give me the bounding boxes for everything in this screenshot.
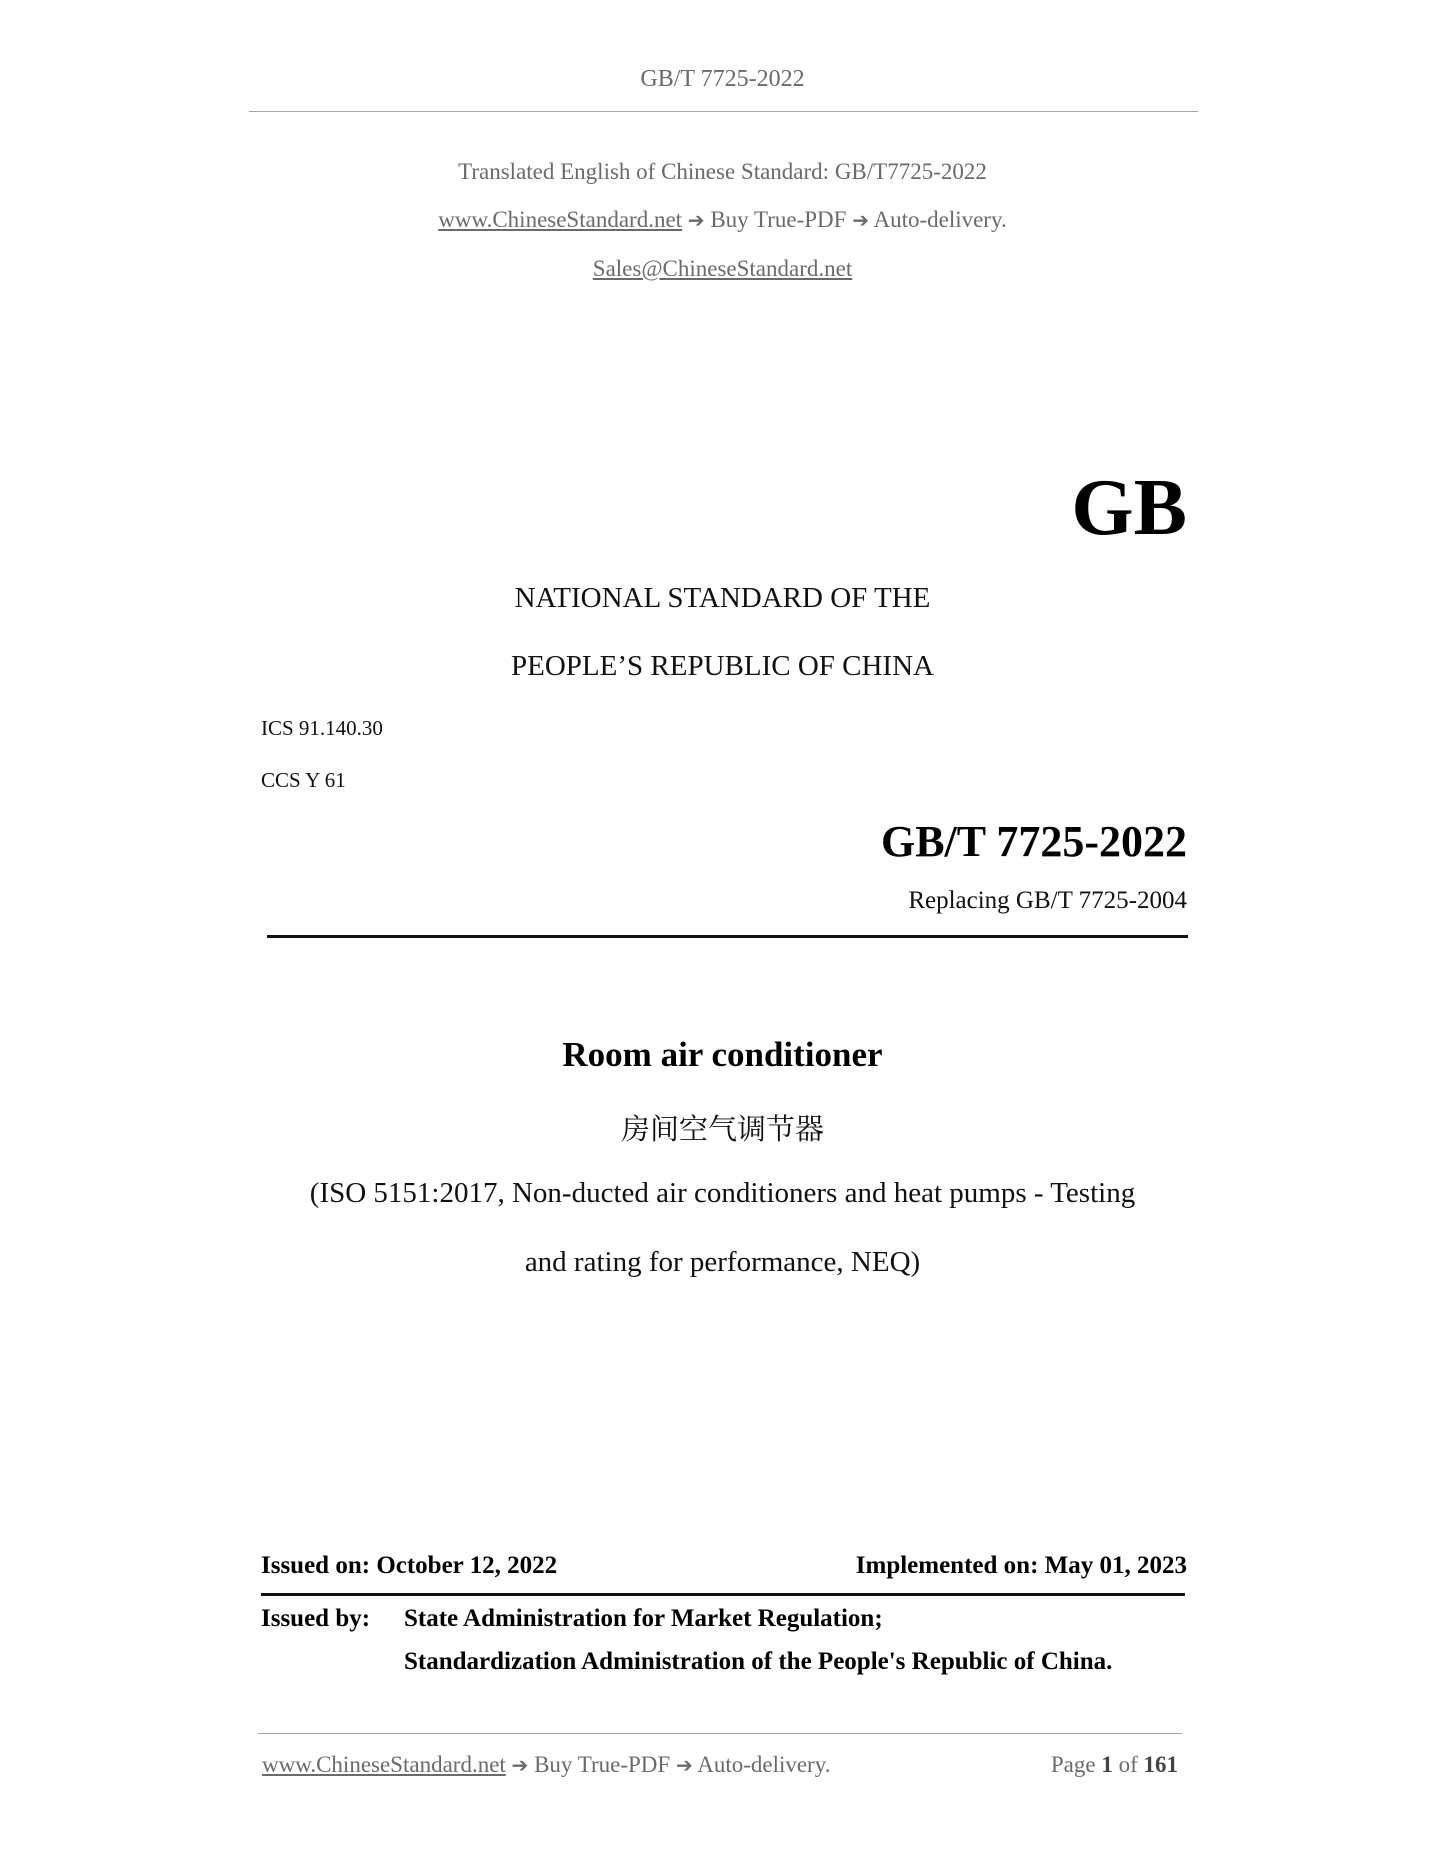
- page-total: 161: [1143, 1752, 1178, 1777]
- issuer-2: Standardization Administration of the People's Republic of China.: [404, 1648, 1113, 1675]
- page-counter: [900, 1752, 1178, 1778]
- iso-reference-line-1: (ISO 5151:2017, Non-ducted air conditioners and heat pumps - Testing: [309, 1177, 1136, 1209]
- email-line: [0, 256, 1445, 282]
- title-chinese: 房间空气调节器: [620, 1112, 824, 1146]
- national-standard-line-1: NATIONAL STANDARD OF THE: [514, 582, 931, 614]
- implemented-on-date: Implemented on: May 01, 2023: [855, 1552, 1187, 1579]
- issued-divider: [261, 1593, 1185, 1596]
- footer-buy-text: Buy True-PDF: [534, 1752, 671, 1777]
- main-divider: [267, 935, 1188, 938]
- ics-code: ICS 91.140.30: [261, 716, 383, 740]
- delivery-text: Auto-delivery.: [873, 207, 1007, 232]
- page-label: Page: [1050, 1752, 1096, 1777]
- of-label: of: [1118, 1752, 1138, 1777]
- arrow-right-icon: ➔: [852, 208, 869, 232]
- replacing-note: Replacing GB/T 7725-2004: [908, 887, 1187, 914]
- sales-email-link[interactable]: Sales@ChineseStandard.net: [592, 256, 853, 281]
- issued-on-date: Issued on: October 12, 2022: [261, 1552, 558, 1579]
- translated-notice: Translated English of Chinese Standard: GB/T7725-2022: [458, 159, 987, 184]
- buy-text: Buy True-PDF: [710, 207, 847, 232]
- arrow-right-icon: ➔: [675, 1753, 693, 1777]
- issuer-1: State Administration for Market Regulation;: [404, 1605, 883, 1632]
- issued-by-label: Issued by:: [261, 1605, 371, 1632]
- purchase-line: [0, 207, 1445, 233]
- arrow-right-icon: ➔: [511, 1753, 529, 1777]
- footer-divider: [258, 1733, 1182, 1734]
- footer-site-link[interactable]: www.ChineseStandard.net: [262, 1752, 506, 1777]
- site-link[interactable]: www.ChineseStandard.net: [438, 207, 683, 232]
- header-divider: [249, 111, 1198, 112]
- national-standard-line-2: PEOPLE’S REPUBLIC OF CHINA: [511, 650, 934, 682]
- running-header: GB/T 7725-2022: [640, 66, 805, 92]
- iso-reference-line-2: and rating for performance, NEQ): [524, 1246, 921, 1278]
- standard-number: GB/T 7725-2022: [880, 817, 1187, 866]
- title-english: Room air conditioner: [562, 1035, 883, 1074]
- page-number: 1: [1101, 1752, 1113, 1777]
- arrow-right-icon: ➔: [687, 208, 705, 232]
- footer-purchase-line: [262, 1752, 830, 1778]
- ccs-code: CCS Y 61: [261, 768, 346, 792]
- footer-delivery-text: Auto-delivery.: [697, 1752, 831, 1777]
- gb-mark: GB: [1071, 464, 1187, 552]
